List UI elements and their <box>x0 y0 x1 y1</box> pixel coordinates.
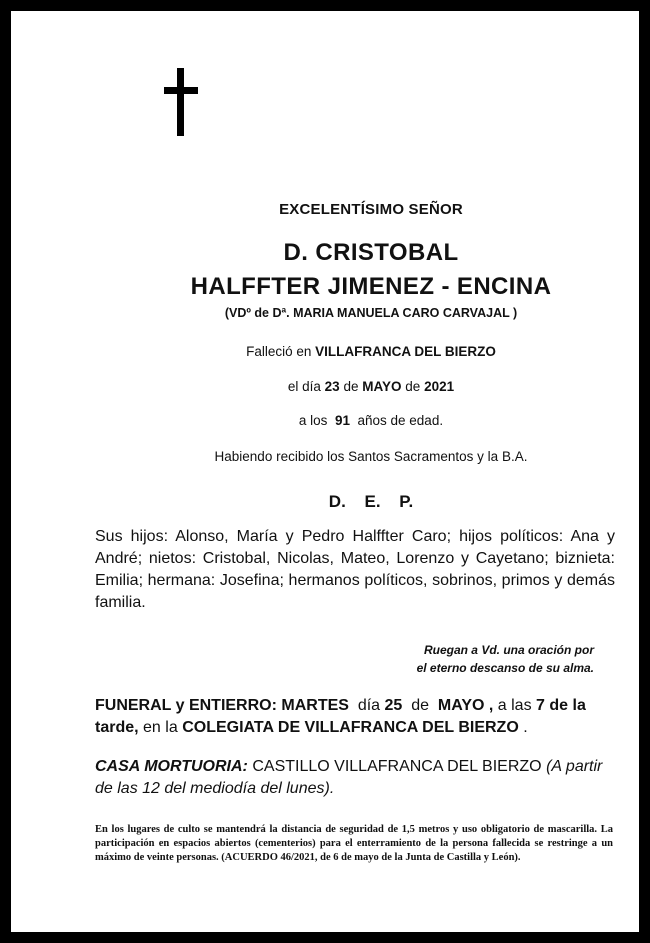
funeral-time-prefix: a las <box>497 697 532 714</box>
prayer-request <box>294 641 594 677</box>
widow-note: (VDº de Dª. MARIA MANUELA CARO CARVAJAL ) <box>224 306 518 320</box>
casa-place: CASTILLO VILLAFRANCA DEL BIERZO <box>252 758 542 775</box>
cross-icon <box>164 68 198 136</box>
casa-note: (A partir de las 12 del mediodía del lunes). <box>95 758 603 797</box>
prayer-line2: el eterno descanso de su alma. <box>416 661 594 675</box>
year-prefix: de <box>405 379 421 394</box>
age-suffix: años de edad. <box>357 413 444 428</box>
date-prefix: el día <box>287 379 321 394</box>
funeral-place: COLEGIATA DE VILLAFRANCA DEL BIERZO <box>182 719 519 736</box>
age-line <box>71 413 650 428</box>
funeral-month: MAYO , <box>437 697 494 714</box>
sacraments-line: Habiendo recibido los Santos Sacramentos y la B.A. <box>214 449 528 464</box>
dep-heading: D. E. P. <box>328 492 414 511</box>
death-month: MAYO <box>362 379 402 394</box>
death-date-line <box>71 379 650 394</box>
deceased-name-line1: D. CRISTOBAL <box>283 239 459 266</box>
died-prefix: Falleció en <box>246 344 312 359</box>
funeral-time: 7 de la tarde, <box>95 697 586 736</box>
funeral-info <box>95 695 615 739</box>
age-prefix: a los <box>298 413 328 428</box>
funeral-month-prefix: de <box>411 697 430 714</box>
prayer-line1: Ruegan a Vd. una oración por <box>423 643 594 657</box>
death-day: 23 <box>324 379 340 394</box>
funeral-day-prefix: día <box>357 697 381 714</box>
honorific-heading: EXCELENTÍSIMO SEÑOR <box>279 201 463 218</box>
funeral-end: . <box>523 719 528 736</box>
month-prefix: de <box>343 379 359 394</box>
age-value: 91 <box>334 413 350 428</box>
casa-label: CASA MORTUORIA: <box>95 758 248 775</box>
deceased-name-line2: HALFFTER JIMENEZ - ENCINA <box>190 273 552 300</box>
family-text: Sus hijos: Alonso, María y Pedro Halffter Caro; hijos políticos: Ana y André; nietos: Cristobal, Nicolas, Mateo, Lorenzo y Cayetano; biznieta: Emilia; hermana: Josefina; hermanos políticos, sobrinos, primos y demás familia. <box>95 528 615 611</box>
funeral-day: 25 <box>384 697 403 714</box>
casa-mortuoria-info <box>95 756 615 800</box>
death-place: VILLAFRANCA DEL BIERZO <box>315 344 496 359</box>
funeral-place-prefix: en la <box>143 719 178 736</box>
covid-notice: En los lugares de culto se mantendrá la distancia de seguridad de 1,5 metros y uso obligatorio de mascarilla. La participación en espacios abiertos (cementerios) para el enterramiento de la persona fallecida se restringe a un máximo de veinte personas. (ACUERDO 46/2021, de 6 de mayo de la Junta de Castilla y León). <box>95 824 613 863</box>
death-place-line <box>71 344 650 359</box>
death-year: 2021 <box>424 379 455 394</box>
funeral-label: FUNERAL y ENTIERRO: MARTES <box>95 697 349 714</box>
